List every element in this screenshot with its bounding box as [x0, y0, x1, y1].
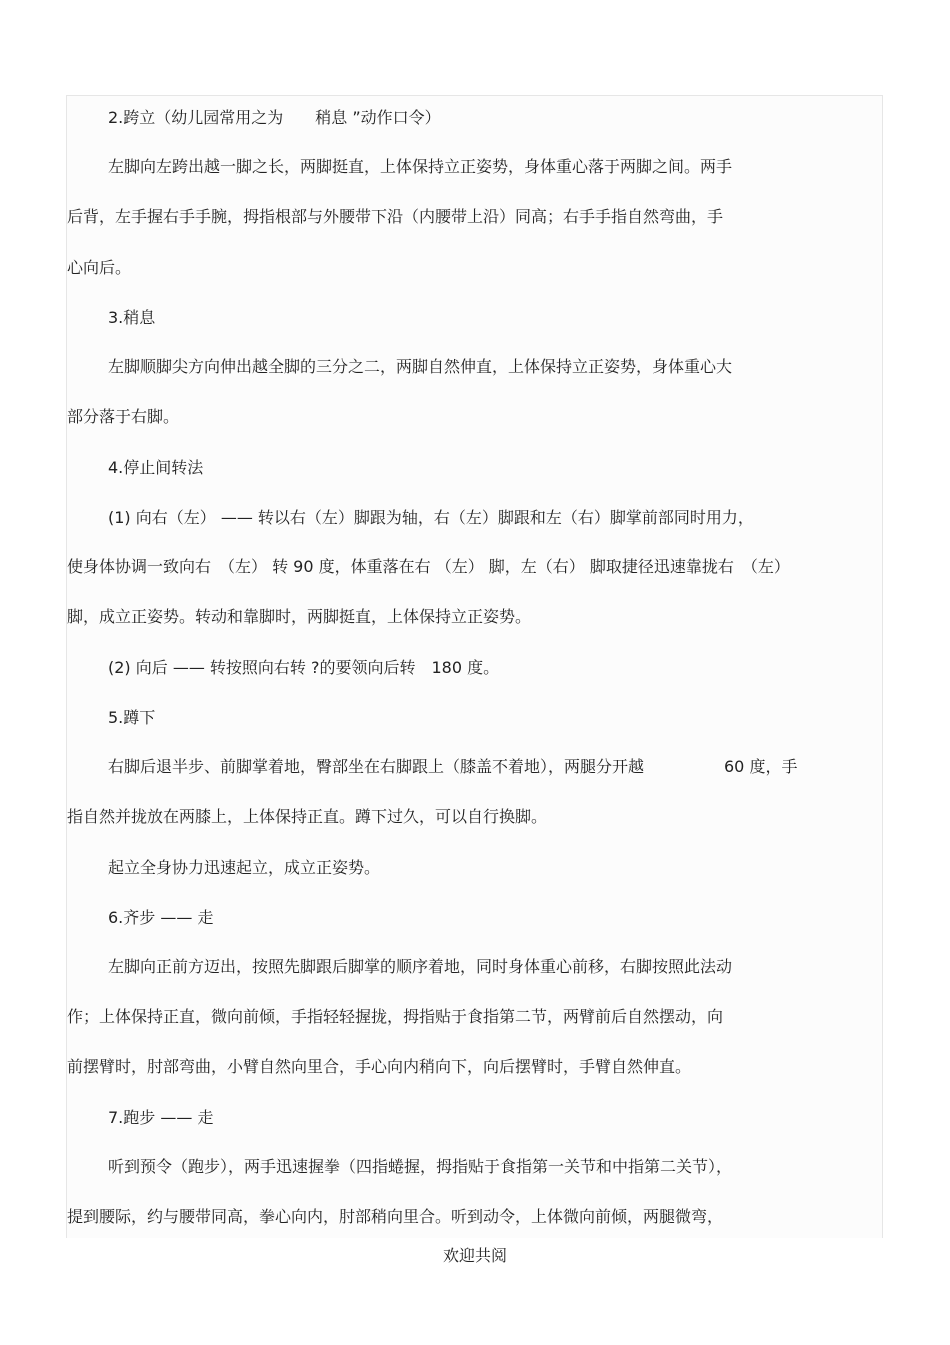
paragraph-line: 提到腰际，约与腰带同高，拳心向内，肘部稍向里合。听到动令，上体微向前倾，两腿微弯， — [67, 1207, 724, 1226]
heading-shaoxi: 3.稍息 — [108, 308, 156, 327]
paragraph-line: 起立全身协力迅速起立，成立正姿势。 — [108, 858, 381, 877]
heading-dunxia: 5.蹲下 — [108, 708, 156, 727]
paragraph-line: 部分落于右脚。 — [67, 407, 180, 426]
paragraph-line: (1) 向右（左） —— 转以右（左）脚跟为轴，右（左）脚跟和左（右）脚掌前部同时用力， — [108, 508, 754, 527]
page-footer: 欢迎共阅 — [442, 1246, 507, 1265]
paragraph-line: 作；上体保持正直，微向前倾，手指轻轻握拢，拇指贴于食指第二节，两臂前后自然摆动，向 — [67, 1007, 724, 1026]
paragraph-line: 心向后。 — [67, 258, 132, 277]
paragraph-line: 脚，成立正姿势。转动和靠脚时，两脚挺直，上体保持立正姿势。 — [67, 607, 532, 626]
heading-kuali: 2.跨立（幼儿园常用之为 稍息 ”动作口令） — [108, 108, 441, 127]
paragraph-line: 前摆臂时，肘部弯曲，小臂自然向里合，手心向内稍向下，向后摆臂时，手臂自然伸直。 — [67, 1057, 692, 1076]
paragraph-line: 听到预令（跑步），两手迅速握拳（四指蜷握，拇指贴于食指第一关节和中指第二关节）， — [108, 1157, 733, 1176]
heading-qibu: 6.齐步 —— 走 — [108, 908, 214, 927]
heading-zhuanfa: 4.停止间转法 — [108, 458, 204, 477]
paragraph-line: 右脚后退半步、前脚掌着地，臀部坐在右脚跟上（膝盖不着地），两腿分开越 60 度，手 — [108, 757, 798, 776]
paragraph-line: 后背，左手握右手手腕，拇指根部与外腰带下沿（内腰带上沿）同高；右手手指自然弯曲，手 — [67, 207, 724, 226]
paragraph-line: 左脚向正前方迈出，按照先脚跟后脚掌的顺序着地，同时身体重心前移，右脚按照此法动 — [108, 957, 733, 976]
paragraph-line: 左脚顺脚尖方向伸出越全脚的三分之二，两脚自然伸直，上体保持立正姿势，身体重心大 — [108, 357, 733, 376]
heading-paobu: 7.跑步 —— 走 — [108, 1108, 214, 1127]
paragraph-line: (2) 向后 —— 转按照向右转 ?的要领向后转 180 度。 — [108, 658, 500, 677]
paragraph-line: 左脚向左跨出越一脚之长，两脚挺直，上体保持立正姿势，身体重心落于两脚之间。两手 — [108, 157, 733, 176]
paragraph-line: 指自然并拢放在两膝上，上体保持正直。蹲下过久，可以自行换脚。 — [67, 807, 548, 826]
paragraph-line: 使身体协调一致向右 （左） 转 90 度，体重落在右 （左） 脚，左（右） 脚取捷径迅速靠拢右 （左） — [67, 557, 790, 576]
